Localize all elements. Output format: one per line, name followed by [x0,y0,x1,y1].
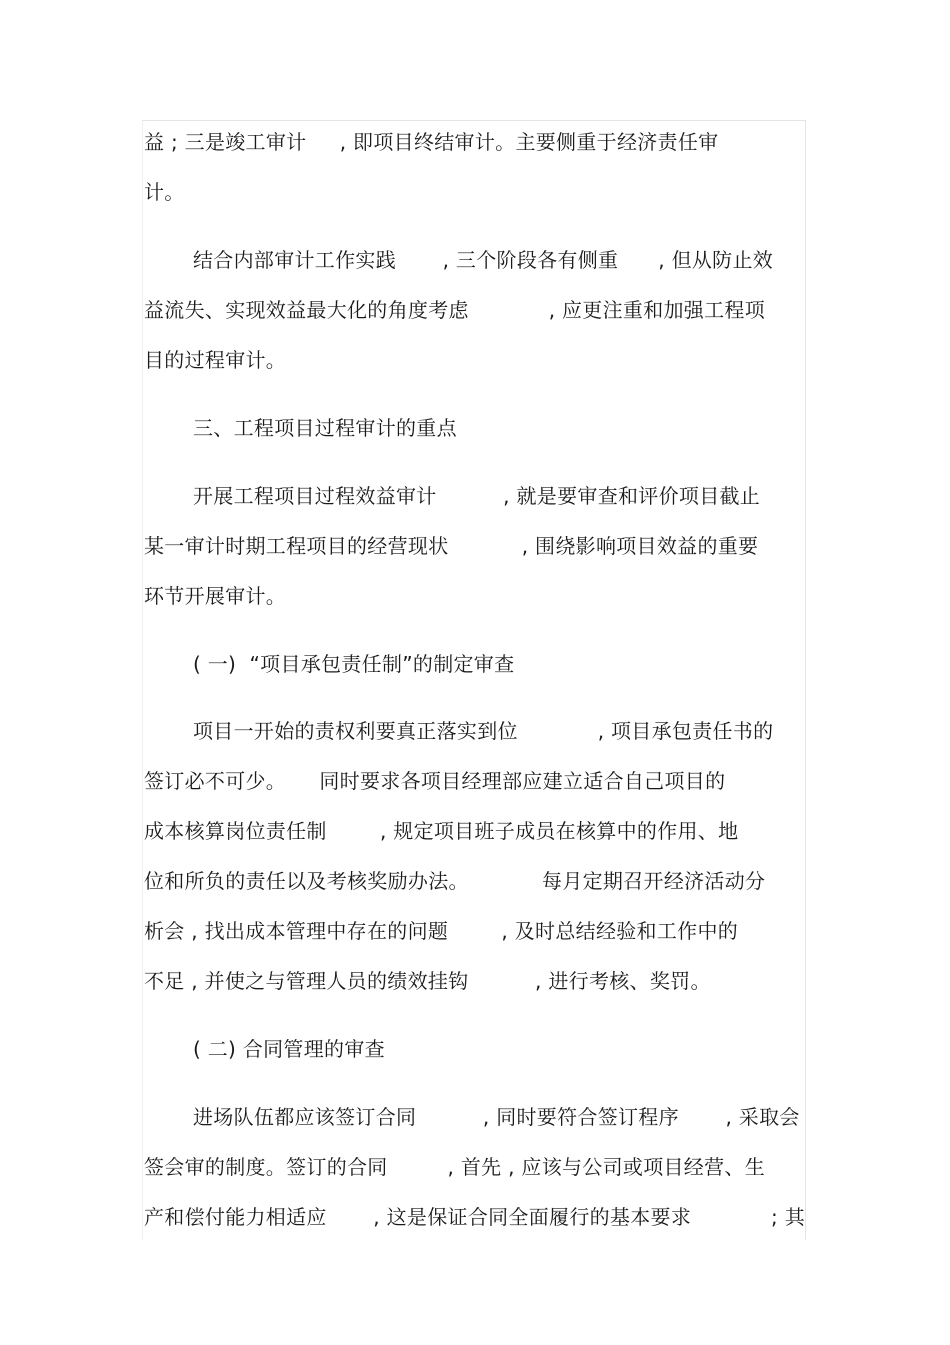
page-border [142,120,806,1240]
text-line: 结合内部审计工作实践 , 三个阶段各有侧重 , 但从防止效 [193,248,774,272]
text-line: 项目一开始的责权利要真正落实到位 , 项目承包责任书的 [193,719,774,743]
text-line: 成本核算岗位责任制 , 规定项目班子成员在核算中的作用、地 [144,819,739,843]
subsection-heading: ( 一) “项目承包责任制”的制定审查 [193,652,515,676]
text-line: 目的过程审计。 [144,348,287,372]
text-line: 产和偿付能力相适应 , 这是保证合同全面履行的基本要求 ; 其 [144,1205,806,1229]
text-line: 析会 , 找出成本管理中存在的问题 , 及时总结经验和工作中的 [144,919,739,943]
text-line: 签会审的制度。签订的合同 , 首先 , 应该与公司或项目经营、生 [144,1155,766,1179]
text-line: 计。 [144,180,185,204]
text-line: 环节开展审计。 [144,584,287,608]
text-line: 益流失、实现效益最大化的角度考虑 , 应更注重和加强工程项 [144,298,766,322]
subsection-heading: ( 二) 合同管理的审查 [193,1037,385,1061]
text-line: 签订必不可少。 同时要求各项目经理部应建立适合自己项目的 [144,769,726,793]
text-line: 开展工程项目过程效益审计 , 就是要审查和评价项目截止 [193,484,761,508]
text-line: 某一审计时期工程项目的经营现状 , 围绕影响项目效益的重要 [144,534,759,558]
section-heading: 三、工程项目过程审计的重点 [193,416,457,440]
text-line: 益 ; 三是竣工审计 , 即项目终结审计。主要侧重于经济责任审 [144,130,719,154]
text-line: 进场队伍都应该签订合同 , 同时要符合签订程序 , 采取会 [193,1105,800,1129]
text-line: 位和所负的责任以及考核奖励办法。 每月定期召开经济活动分 [144,869,766,893]
text-line: 不足 , 并使之与管理人员的绩效挂钩 , 进行考核、奖罚。 [144,969,711,993]
